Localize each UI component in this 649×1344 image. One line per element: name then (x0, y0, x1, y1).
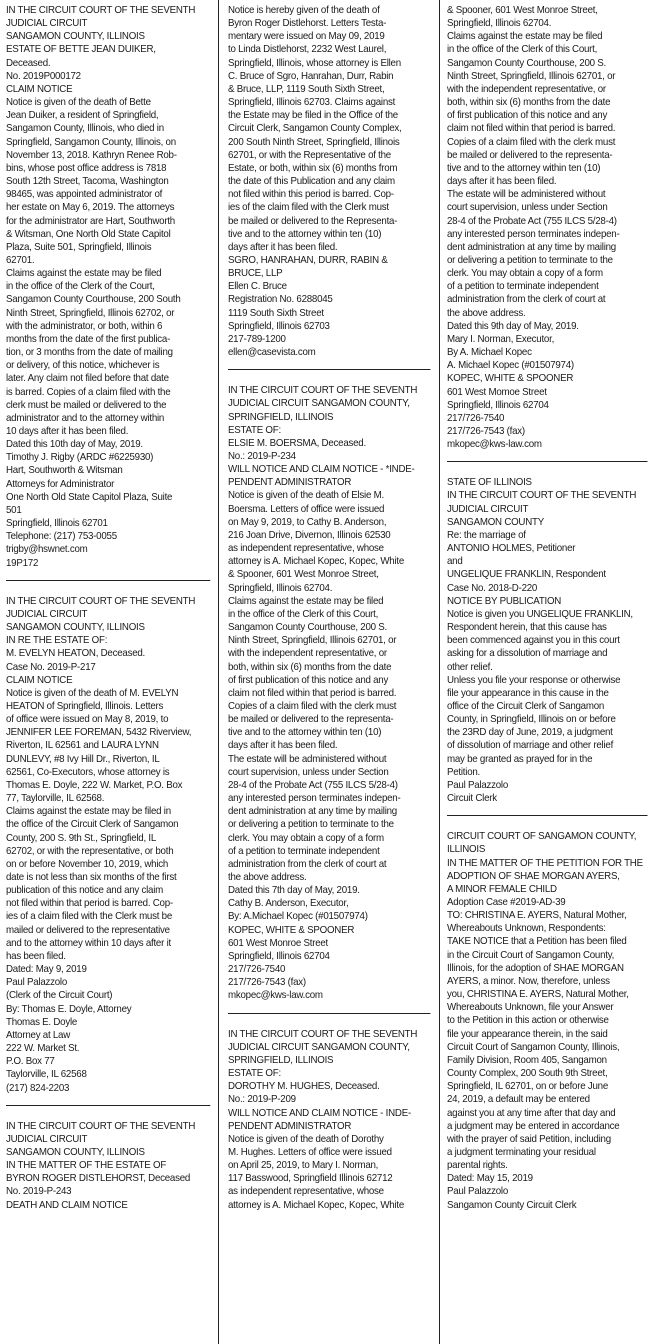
column-1 (6, 0, 210, 1344)
column-divider (439, 0, 440, 1344)
notice-separator (228, 1013, 430, 1014)
notice-separator (447, 815, 648, 816)
legal-notice-boersma: IN THE CIRCUIT COURT OF THE SEVENTH JUDICIAL CIRCUIT SANGAMON COUNTY, SPRINGFIELD, ILLINOIS ESTATE OF: ELSIE M. BOERSMA, Deceased. No.: 2019-P-234 WILL NOTICE AND CLAIM NOTICE - *INDE- PENDENT ADMINISTRATOR Notice is given of the death of Elsie M. Boersma. Letters of office were issued on May 9, 2019, to Cathy B. Anderson, 216 Joan Drive, Divernon, Illinois 62530 as independent representative, whose attorney is A. Michael Kopec, Kopec, White & Spooner, 601 West Monroe Street, Springfield, Illinois 62704. Claims against the estate may be filed in the office of the Clerk of this Court, Sangamon County Courthouse, 200 S. Ninth Street, Springfield, Illinois 62701, or with the independent representative, or both, within six (6) months from the date of first publication of this notice and any claim not filed within that period is barred. Copies of a claim filed with the clerk must be mailed or delivered to the representa- tive and to the attorney within ten (10) days after it has been filed. The estate will be administered without court supervision, unless under Section 28-4 of the Probate Act (755 ILCS 5/28-4) any interested person terminates indepen- dent administration at any time by mailing or delivering a petition to terminate to the clerk. You may obtain a copy of a form of a petition to terminate independent administration from the clerk of court at the above address. Dated this 7th day of May, 2019. Cathy B. Anderson, Executor, By: A.Michael Kopec (#01507974) KOPEC, WHITE & SPOONER 601 West Monroe Street Springfield, Illinois 62704 217/726-7540 217/726-7543 (fax) mkopec@kws-law.com (228, 385, 418, 1002)
notice-separator (6, 580, 210, 581)
legal-notice-distlehorst-body: Notice is hereby given of the death of Byron Roger Distlehorst. Letters Testa- mentary were issued on May 09, 2019 to Linda Distlehorst, 2232 West Laurel, Springfield, Illinois, whose attorney is Ellen C. Bruce of Sgro, Hanrahan, Durr, Rabin & Bruce, LLP, 1119 South Sixth Street, Springfield, Illinois 62703. Claims against the Estate may be filed in the Office of the Circuit Clerk, Sangamon County Complex, 200 South Ninth Street, Springfield, Illinois 62701, or with the Representative of the Estate, or both, within six (6) months from the date of this Publication and any claim not filed within this period is barred. Cop- ies of the claim filed with the Clerk must be mailed or delivered to the Representa- tive and to the attorney within ten (10) days after it has been filed. SGRO, HANRAHAN, DURR, RABIN & BRUCE, LLP Ellen C. Bruce Registration No. 6288045 1119 South Sixth Street Springfield, Illinois 62703 217-789-1200 ellen@casevista.com (228, 5, 402, 359)
legal-notice-distlehorst-header: IN THE CIRCUIT COURT OF THE SEVENTH JUDICIAL CIRCUIT SANGAMON COUNTY, ILLINOIS IN THE MATTER OF THE ESTATE OF BYRON ROGER DISTLEHORST, Deceased No. 2019-P-243 DEATH AND CLAIM NOTICE (6, 1120, 196, 1211)
legal-notice-holmes-franklin: STATE OF ILLINOIS IN THE CIRCUIT COURT OF THE SEVENTH JUDICIAL CIRCUIT SANGAMON COUNTY Re: the marriage of ANTONIO HOLMES, Petitioner and UNGELIQUE FRANKLIN, Respondent Case No. 2018-D-220 NOTICE BY PUBLICATION Notice is given you UNGELIQUE FRANKLIN, Respondent herein, that this cause has been commenced against you in this court asking for a dissolution of marriage and other relief. Unless you file your response or otherwise file your appearance in this cause in the office of the Circuit Clerk of Sangamon County, in Springfield, Illinois on or before the 23RD day of June, 2019, a judgment of dissolution of marriage and other relief may be granted as prayed for in the Petition. Paul Palazzolo Circuit Clerk (447, 477, 637, 805)
column-3 (447, 0, 648, 1344)
legal-notice-ayers-adoption: CIRCUIT COURT OF SANGAMON COUNTY, ILLINOIS IN THE MATTER OF THE PETITION FOR THE ADOPTION OF SHAE MORGAN AYERS, A MINOR FEMALE CHILD Adoption Case #2019-AD-39 TO: CHRISTINA E. AYERS, Natural Mother, Whereabouts Unknown, Respondents: TAKE NOTICE that a Petition has been filed in the Circuit Court of Sangamon County, Illinois, for the adoption of SHAE MORGAN AYERS, a minor. Now, therefore, unless you, CHRISTINA E. AYERS, Natural Mother, Whereabouts Unknown, file your Answer to the Petition in this action or otherwise file your appearance therein, in the said Circuit Court of Sangamon County, Illinois, Family Division, Room 405, Sangamon County Complex, 200 South 9th Street, Springfield, IL 62701, on or before June 24, 2019, a default may be entered against you at any time after that day and a judgment may be entered in accordance with the prayer of said Petition, including a judgment terminating your residual parental rights. Dated: May 15, 2019 Paul Palazzolo Sangamon County Circuit Clerk (447, 831, 643, 1211)
legal-notice-hughes-body: & Spooner, 601 West Monroe Street, Springfield, Illinois 62704. Claims against the estate may be filed in the office of the Clerk of this Court, Sangamon County Courthouse, 200 S. Ninth Street, Springfield, Illinois 62701, or with the independent representative, or both, within six (6) months from the date of first publication of this notice and any claim not filed within that period is barred. Copies of a claim filed with the clerk must be mailed or delivered to the representa- tive and to the attorney within ten (10) days after it has been filed. The estate will be administered without court supervision, unless under Section 28-4 of the Probate Act (755 ILCS 5/28-4) any interested person terminates indepen- dent administration at any time by mailing or delivering a petition to terminate to the clerk. You may obtain a copy of a form of a petition to terminate independent administration from the clerk of court at the above address. Dated this 9th day of May, 2019. Mary I. Norman, Executor, By A. Michael Kopec A. Michael Kopec (#01507974) KOPEC, WHITE & SPOONER 601 West Momoe Street Springfield, Illinois 62704 217/726-7540 217/726-7543 (fax) mkopec@kws-law.com (447, 5, 620, 451)
notice-separator (6, 1105, 210, 1106)
legal-notice-heaton: IN THE CIRCUIT COURT OF THE SEVENTH JUDICIAL CIRCUIT SANGAMON COUNTY, ILLINOIS IN RE THE ESTATE OF: M. EVELYN HEATON, Deceased. Case No. 2019-P-217 CLAIM NOTICE Notice is given of the death of M. EVELYN HEATON of Springfield, Illinois. Letters of office were issued on May 8, 2019, to JENNIFER LEE FOREMAN, 5432 Riverview, Riverton, IL 62561 and LAURA LYNN DUNLEVY, #8 Ivy Hill Dr., Riverton, IL 62561, Co-Executors, whose attorney is Thomas E. Doyle, 222 W. Market, P.O. Box 77, Taylorville, IL 62568. Claims against the estate may be filed in the office of the Circuit Clerk of Sangamon County, 200 S. 9th St., Springfield, IL 62702, or with the representative, or both on or before November 10, 2019, which date is not less than six months of the first publication of this notice and any claim not filed within that period is barred. Cop- ies of a claim filed with the Clerk must be mailed or delivered to the representative and to the attorney within 10 days after it has been filed. Dated: May 9, 2019 Paul Palazzolo (Clerk of the Circuit Court) By: Thomas E. Doyle, Attorney Thomas E. Doyle Attorney at Law 222 W. Market St. P.O. Box 77 Taylorville, IL 62568 (217) 824-2203 (6, 595, 196, 1094)
column-2 (228, 0, 430, 1344)
notice-separator (228, 369, 430, 370)
notice-separator (447, 461, 648, 462)
column-divider (218, 0, 219, 1344)
legal-notice-hughes-header: IN THE CIRCUIT COURT OF THE SEVENTH JUDICIAL CIRCUIT SANGAMON COUNTY, SPRINGFIELD, ILLINOIS ESTATE OF: DOROTHY M. HUGHES, Deceased. No.: 2019-P-209 WILL NOTICE AND CLAIM NOTICE - INDE- PENDENT ADMINISTRATOR Notice is given of the death of Dorothy M. Hughes. Letters of office were issued on April 25, 2019, to Mary I. Norman, 117 Basswood, Springfield Illinois 62712 as independent representative, whose attorney is A. Michael Kopec, Kopec, White (228, 1028, 418, 1211)
legal-notice-duiker: IN THE CIRCUIT COURT OF THE SEVENTH JUDICIAL CIRCUIT SANGAMON COUNTY, ILLINOIS ESTATE OF BETTE JEAN DUIKER, Deceased. No. 2019P000172 CLAIM NOTICE Notice is given of the death of Bette Jean Duiker, a resident of Springfield, Sangamon County, Illinois, who died in Springfield, Sangamon County, Illinois, on November 13, 2018. Kathryn Renee Rob- bins, whose post office address is 7818 South 12th Street, Tacoma, Washington 98465, was appointed administrator of her estate on May 6, 2019. The attorneys for the administrator are Hart, Southworth & Witsman, One North Old State Capitol Plaza, Suite 501, Springfield, Illinois 62701. Claims against the estate may be filed in the office of the Clerk of the Court, Sangamon County Courthouse, 200 South Ninth Street, Springfield, Illinois 62702, or with the administrator, or both, within 6 months from the date of the first publica- tion, or 3 months from the date of mailing or delivery, of this notice, whichever is later. Any claim not filed before that date is barred. Copies of a claim filed with the clerk must be mailed or delivered to the administrator and to the attorney within 10 days after it has been filed. Dated this 10th day of May, 2019. Timothy J. Rigby (ARDC #6225930) Hart, Southworth & Witsman Attorneys for Administrator One North Old State Capitol Plaza, Suite 501 Springfield, Illinois 62701 Telephone: (217) 753-0055 trigby@hswnet.com 19P172 (6, 5, 196, 569)
